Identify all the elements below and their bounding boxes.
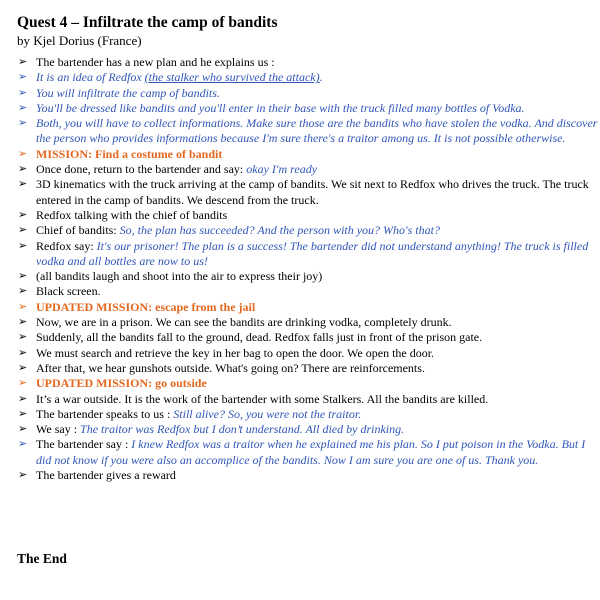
step-item: [17, 361, 600, 376]
item-text: After that, we hear gunshots outside. What's going on? There are reinforcements.: [36, 360, 425, 375]
speaker-label: The bartender speaks to us :: [36, 406, 174, 421]
step-item: [17, 330, 600, 345]
step-item: [17, 468, 600, 483]
step-item: [17, 392, 600, 407]
speech-item: [17, 101, 600, 116]
item-text: You will infiltrate the camp of bandits.: [36, 85, 220, 100]
step-item: [17, 55, 600, 70]
arrow-bullet-icon: ➢: [18, 239, 28, 252]
item-text: You'll be dressed like bandits and you'll enter in their base with the truck filled many bottles of Vodka.: [36, 100, 525, 115]
speaker-label: Once done, return to the bartender and say:: [36, 162, 247, 177]
mission-item: [17, 300, 600, 315]
arrow-bullet-icon: ➢: [18, 178, 28, 191]
arrow-bullet-icon: ➢: [18, 300, 28, 313]
arrow-bullet-icon: ➢: [18, 71, 28, 84]
item-text: (all bandits laugh and shoot into the air to express their joy): [36, 269, 323, 284]
item-text: Now, we are in a prison. We can see the bandits are drinking vodka, completely drunk.: [36, 315, 452, 330]
item-text: The bartender gives a reward: [36, 468, 176, 483]
item-text: The bartender has a new plan and he explains us :: [36, 55, 275, 69]
speaker-label: We say :: [36, 422, 81, 437]
step-item: [17, 315, 600, 330]
arrow-bullet-icon: ➢: [18, 423, 28, 436]
arrow-bullet-icon: ➢: [18, 392, 28, 405]
underlined-note: (the stalker who survived the attack): [144, 70, 320, 85]
arrow-bullet-icon: ➢: [18, 407, 28, 420]
arrow-bullet-icon: ➢: [18, 163, 28, 176]
arrow-bullet-icon: ➢: [18, 346, 28, 359]
speaker-label: The bartender say :: [36, 437, 132, 452]
arrow-bullet-icon: ➢: [18, 331, 28, 344]
dialogue-quote: It's our prisoner! The plan is a success! The bartender did not understand anything! The truck is filled vodka and all bottles are now to us!: [36, 238, 589, 268]
quest-title: Quest 4 – Infiltrate the camp of bandits: [17, 14, 278, 31]
step-item: [17, 437, 600, 468]
dialogue-quote: Still alive? So, you were not the traitor.: [173, 406, 362, 421]
author-line: by Kjel Dorius (France): [17, 33, 142, 48]
mission-label: UPDATED MISSION: go outside: [36, 376, 207, 391]
quest-steps-list: [17, 55, 600, 483]
dialogue-quote: The traitor was Redfox but I don’t understand. All died by drinking.: [80, 422, 405, 437]
speech-item: [17, 70, 600, 85]
arrow-bullet-icon: ➢: [18, 86, 28, 99]
mission-label: MISSION: Find a costume of bandit: [36, 146, 223, 161]
mission-item: [17, 147, 600, 162]
arrow-bullet-icon: ➢: [18, 101, 28, 114]
step-item: [17, 407, 600, 422]
arrow-bullet-icon: ➢: [18, 56, 28, 68]
arrow-bullet-icon: ➢: [18, 438, 28, 451]
speech-item: [17, 86, 600, 101]
step-item: [17, 269, 600, 284]
arrow-bullet-icon: ➢: [18, 469, 28, 482]
step-item: [17, 223, 600, 238]
item-text: We must search and retrieve the key in her bag to open the door. We open the door.: [36, 345, 435, 360]
item-text: It’s a war outside. It is the work of the bartender with some Stalkers. All the bandits are killed.: [36, 391, 489, 406]
step-item: [17, 177, 600, 208]
dialogue-quote: I knew Redfox was a traitor when he explained me his plan. So I put poison in the Vodka. But I did not know if you were also an accomplice of the bandits. Now I am sure you are one of us. Thank you.: [36, 437, 586, 467]
step-item: [17, 346, 600, 361]
arrow-bullet-icon: ➢: [18, 285, 28, 298]
step-item: [17, 422, 600, 437]
speaker-label: Chief of bandits:: [36, 223, 120, 238]
dialogue-quote: okay I'm ready: [246, 162, 318, 177]
arrow-bullet-icon: ➢: [18, 270, 28, 283]
item-text: Suddenly, all the bandits fall to the ground, dead. Redfox falls just in front of the prison gate.: [36, 330, 483, 345]
step-item: [17, 284, 600, 299]
step-item: [17, 239, 600, 270]
speaker-label: Redfox say:: [36, 238, 97, 253]
item-text: Both, you will have to collect informations. Make sure those are the bandits who have stolen the vodka. And discover the person who provides informations because I'm sure there's a traitor among us. It is not possible otherwise.: [36, 116, 598, 146]
arrow-bullet-icon: ➢: [18, 361, 28, 374]
item-text-end: .: [319, 70, 323, 85]
dialogue-quote: So, the plan has succeeded? And the person with you? Who's that?: [119, 223, 440, 238]
arrow-bullet-icon: ➢: [18, 377, 28, 390]
item-text: Redfox talking with the chief of bandits: [36, 207, 228, 222]
arrow-bullet-icon: ➢: [18, 117, 28, 130]
mission-label: UPDATED MISSION: escape from the jail: [36, 299, 256, 314]
speech-item: [17, 116, 600, 147]
item-text: Black screen.: [36, 284, 101, 299]
arrow-bullet-icon: ➢: [18, 147, 28, 160]
the-end-heading: The End: [17, 551, 67, 566]
step-item: [17, 208, 600, 223]
step-item: [17, 162, 600, 177]
arrow-bullet-icon: ➢: [18, 208, 28, 221]
mission-item: [17, 376, 600, 391]
arrow-bullet-icon: ➢: [18, 224, 28, 237]
item-text: 3D kinematics with the truck arriving at the camp of bandits. We sit next to Redfox who drives the truck. The truck entered in the camp of bandits. We descend from the truck.: [36, 177, 589, 207]
arrow-bullet-icon: ➢: [18, 316, 28, 329]
item-text: It is an idea of Redfox: [36, 70, 145, 85]
